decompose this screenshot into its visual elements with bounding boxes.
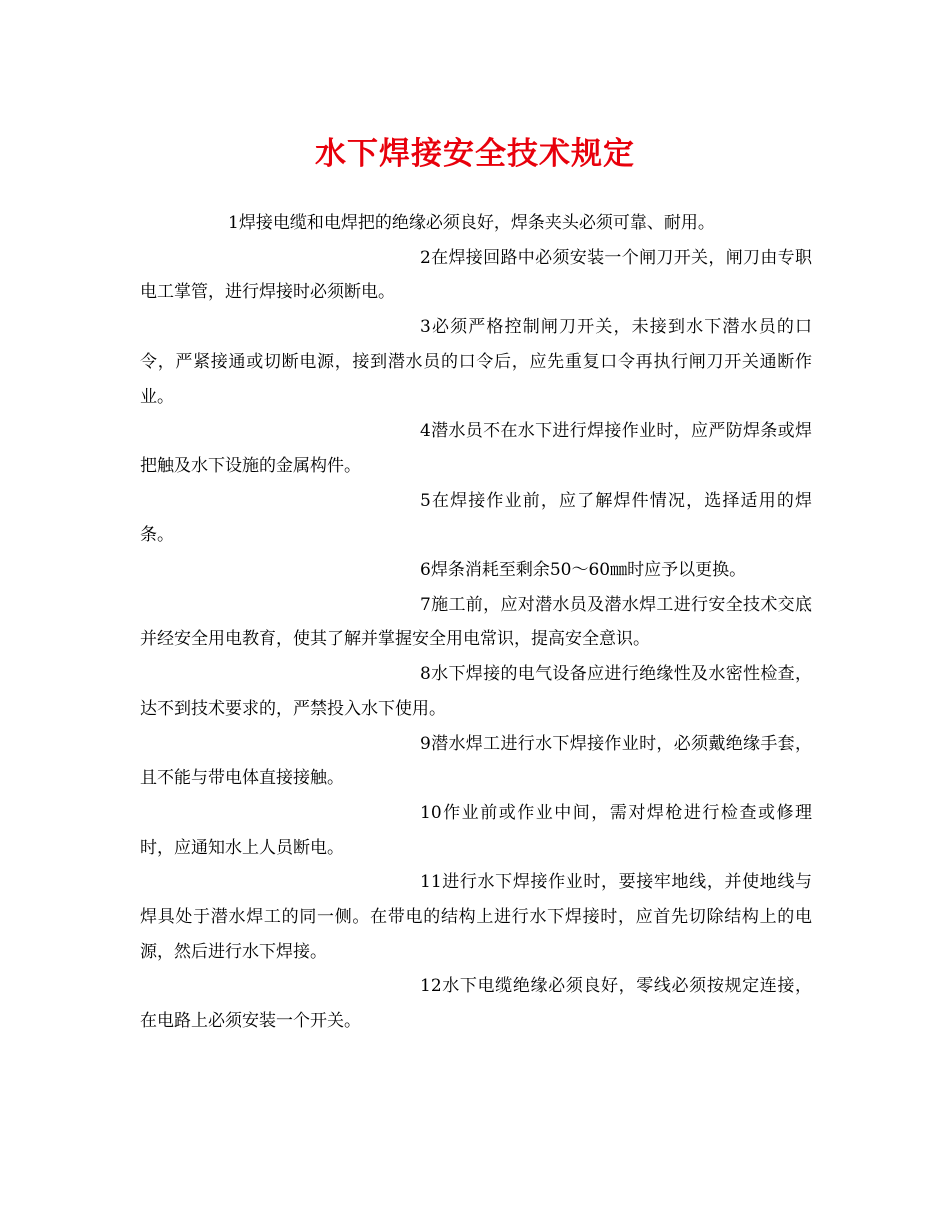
item-text: 潜水员不在水下进行焊接作业时，应严防焊条或焊把触及水下设施的金属构件。 (140, 421, 812, 476)
document-title: 水下焊接安全技术规定 (315, 136, 635, 172)
item-text: 水下电缆绝缘必须良好，零线必须按规定连接，在电路上必须安装一个开关。 (140, 976, 812, 1032)
item-number: 12 (420, 976, 442, 997)
list-item (140, 553, 812, 588)
item-number: 7 (420, 594, 431, 615)
item-text: 水下焊接的电气设备应进行绝缘性及水密性检查，达不到技术要求的，严禁投入水下使用。 (140, 664, 812, 719)
list-item (140, 206, 812, 241)
list-item (140, 484, 812, 553)
item-text: 焊接电缆和电焊把的绝缘必须良好，焊条夹头必须可靠、耐用。 (238, 213, 715, 233)
item-number: 8 (420, 664, 431, 685)
item-text: 进行水下焊接作业时，要接牢地线，并使地线与焊具处于潜水焊工的同一侧。在带电的结构上进行水下焊接时，应首先切除结构上的电源，然后进行水下焊接。 (140, 872, 812, 962)
item-number: 6 (420, 560, 431, 581)
list-item (140, 969, 812, 1038)
item-number: 3 (420, 317, 431, 338)
list-item (140, 588, 812, 657)
item-text: 焊条消耗至剩余50～60㎜时应予以更换。 (430, 560, 747, 581)
item-number: 11 (420, 872, 442, 893)
item-number: 10 (420, 802, 442, 823)
document-body (140, 206, 812, 1039)
item-text: 潜水焊工进行水下焊接作业时，必须戴绝缘手套，且不能与带电体直接接触。 (140, 733, 812, 789)
list-item (140, 241, 812, 310)
list-item (140, 796, 812, 865)
item-number: 2 (420, 247, 431, 268)
list-item (140, 865, 812, 969)
item-text: 在焊接回路中必须安装一个闸刀开关，闸刀由专职电工掌管，进行焊接时必须断电。 (140, 247, 812, 303)
item-number: 9 (420, 733, 431, 754)
item-text: 作业前或作业中间，需对焊枪进行检查或修理时，应通知水上人员断电。 (140, 802, 812, 858)
list-item (140, 657, 812, 726)
item-text: 必须严格控制闸刀开关，未接到水下潜水员的口令，严紧接通或切断电源，接到潜水员的口令后，应先重复口令再执行闸刀开关通断作业。 (140, 317, 812, 407)
list-item (140, 310, 812, 414)
list-item (140, 727, 812, 796)
item-text: 施工前，应对潜水员及潜水焊工进行安全技术交底并经安全用电教育，使其了解并掌握安全用电常识，提高安全意识。 (140, 594, 812, 650)
list-item (140, 414, 812, 483)
item-number: 4 (420, 421, 431, 442)
item-number: 5 (420, 490, 431, 511)
item-text: 在焊接作业前，应了解焊件情况，选择适用的焊条。 (140, 490, 812, 546)
item-number: 1 (228, 213, 239, 233)
